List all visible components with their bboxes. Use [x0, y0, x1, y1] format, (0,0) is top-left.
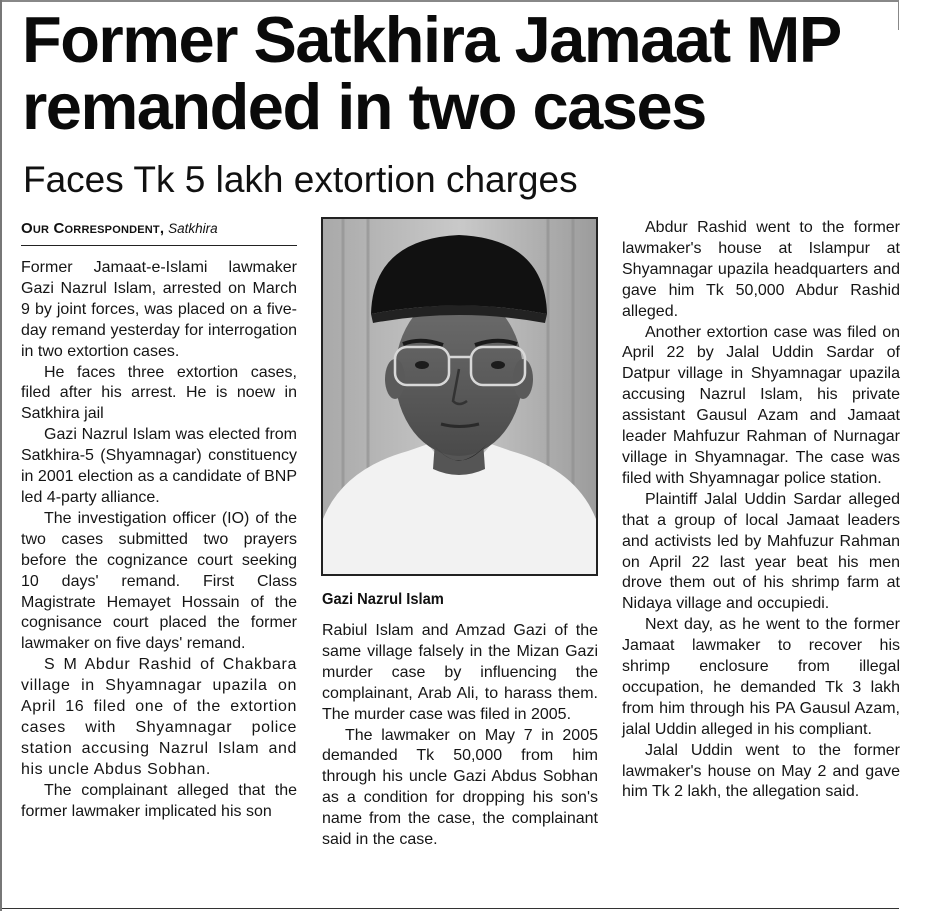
article-column-2: [322, 621, 598, 851]
paragraph: Another extortion case was filed on April 22 by Jalal Uddin Sardar of Datpur village in Shyamnagar upazila accusing Nazrul Islam, his private assistant Gausul Azam and Jamaat leader Mahfuzur Rahman of Nurnagar village in Shyamnagar. The case was filed with Shyamnagar police station.: [622, 323, 900, 487]
paragraph: Rabiul Islam and Amzad Gazi of the same village falsely in the Mizan Gazi murder case by influencing the complainant, Arab Ali, to harass them. The murder case was filed in 2005.: [322, 622, 598, 723]
paragraph: Plaintiff Jalal Uddin Sardar alleged that a group of local Jamaat leaders and activists led by Mahfuzur Rahman on April 22 last year beat his men drove them out of his shrimp farm at Nidaya village and occupiedi.: [622, 490, 900, 613]
paragraph: The investigation officer (IO) of the two cases submitted two prayers before the cognizance court seeking 10 days' remand. First Class Magistrate Hemayet Hossain of the cognisance court placed the former lawmaker on five days' remand.: [21, 509, 297, 653]
top-border-rule: [2, 0, 899, 2]
paragraph: The complainant alleged that the former lawmaker implicated his son: [21, 781, 297, 820]
bottom-border-rule: [2, 908, 899, 909]
subheadline: Faces Tk 5 lakh extortion charges: [23, 159, 578, 200]
portrait-illustration: [323, 219, 596, 574]
article-column-1: [21, 258, 297, 822]
photo-caption: Gazi Nazrul Islam: [322, 591, 444, 608]
paragraph: Gazi Nazrul Islam was elected from Satkhira-5 (Shyamnagar) constituency in 2001 election as a candidate of BNP led 4-party alliance.: [21, 426, 297, 506]
paragraph: Abdur Rashid went to the former lawmaker's house at Islampur at Shyamnagar upazila headquarters and gave him Tk 50,000 Abdur Rashid alleged.: [622, 219, 900, 320]
byline-location: Satkhira: [168, 221, 218, 236]
byline: [21, 219, 297, 246]
headline: Former Satkhira Jamaat MP remanded in two cases: [22, 3, 840, 143]
portrait-photo: [321, 217, 598, 576]
article-column-3: [622, 218, 900, 803]
paragraph: S M Abdur Rashid of Chakbara village in Shyamnagar upazila on April 16 filed one of the extortion cases with Shyamnagar police station accusing Nazrul Islam and his uncle Abdus Sobhan.: [21, 656, 297, 778]
paragraph: The lawmaker on May 7 in 2005 demanded Tk 50,000 from him through his uncle Gazi Abdus Sobhan as a condition for dropping his son's name from the case, the complainant said in the case.: [322, 726, 598, 849]
paragraph: Former Jamaat-e-Islami lawmaker Gazi Nazrul Islam, arrested on March 9 by joint forces, was placed on a five-day remand yesterday for interrogation in two extortion cases.: [21, 259, 297, 360]
paragraph: Jalal Uddin went to the former lawmaker's house on May 2 and gave him Tk 2 lakh, the allegation said.: [622, 741, 900, 801]
paragraph: Next day, as he went to the former Jamaat lawmaker to recover his shrimp enclosure from illegal occupation, he demanded Tk 3 lakh from him through his PA Gausul Azam, jalal Uddin alleged in his compliant.: [622, 616, 900, 738]
byline-name: Our Correspondent,: [21, 220, 165, 237]
paragraph: He faces three extortion cases, filed after his arrest. He is noew in Satkhira jail: [21, 363, 297, 423]
